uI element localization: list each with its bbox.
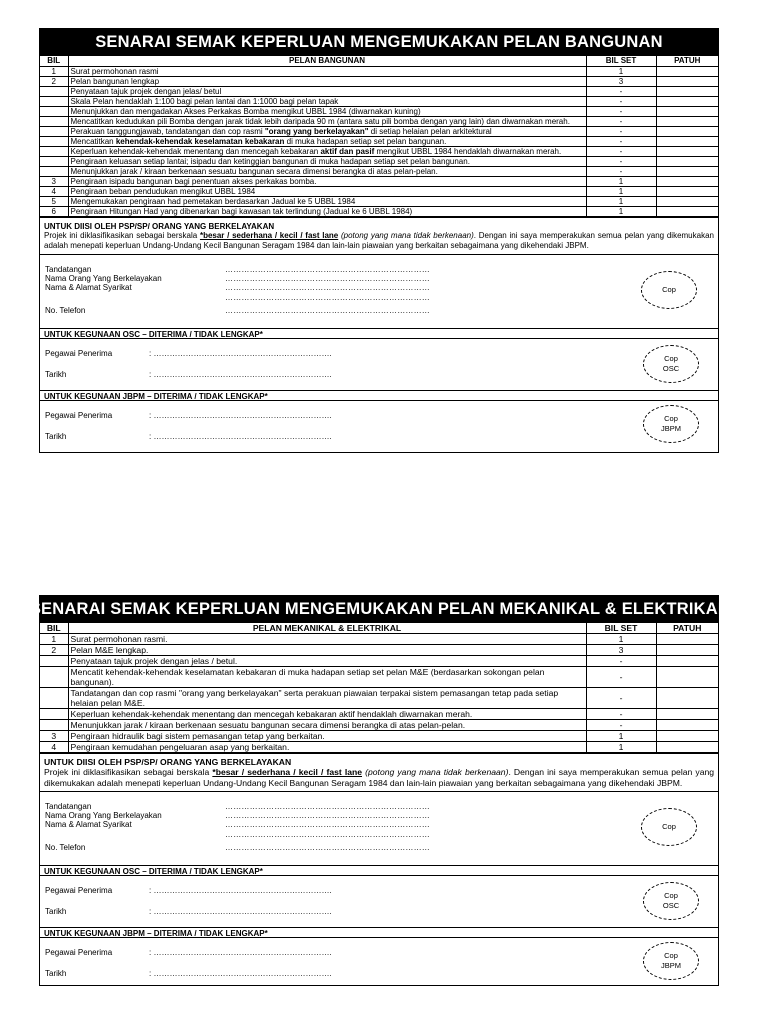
- row-number: [40, 126, 68, 136]
- row-number: 6: [40, 206, 68, 216]
- checklist-form-building-plan: [39, 28, 719, 453]
- jbpm-stamp-placeholder: [643, 942, 699, 980]
- row-requirement: [68, 146, 586, 156]
- row-bil-set: 1: [586, 731, 656, 742]
- row-requirement: Menunjukkan jarak / kiraan berkenaan sesuatu bangunan secara dimensi berangka di atas pelan-pelan.: [68, 720, 586, 731]
- row-number: [40, 136, 68, 146]
- jbpm-officer-label: Pegawai Penerima: [45, 948, 113, 957]
- declaration-text: [44, 767, 714, 788]
- phone-label: No. Telefon: [45, 305, 86, 315]
- row-requirement: Surat permohonan rasmi: [68, 66, 586, 76]
- declaration-pre: Projek ini diklasifikasikan sebagai berskala: [44, 767, 213, 777]
- table-row: [40, 742, 718, 753]
- jbpm-stamp-line1: Cop: [664, 413, 678, 423]
- requirement-emphasis: "orang yang berkelayakan": [264, 126, 369, 136]
- row-number: [40, 116, 68, 126]
- row-patuh-checkbox[interactable]: [656, 186, 718, 196]
- form-body: [39, 623, 719, 986]
- row-bil-set: -: [586, 720, 656, 731]
- table-header-row: [40, 56, 718, 66]
- requirement-text: Mencatitkan: [70, 136, 116, 146]
- osc-date-field[interactable]: : ………………………………………………………….: [149, 907, 332, 916]
- osc-stamp-line1: Cop: [664, 353, 678, 363]
- company-label: Nama & Alamat Syarikat: [45, 820, 132, 829]
- checklist-table: [40, 623, 718, 753]
- row-patuh-checkbox[interactable]: [656, 742, 718, 753]
- osc-stamp-line1: Cop: [664, 891, 678, 900]
- row-requirement: Pengiraan beban pendudukan mengikut UBBL 1984: [68, 186, 586, 196]
- column-header-bil-set: BIL SET: [586, 623, 656, 634]
- table-row: [40, 645, 718, 656]
- checklist-table: [40, 56, 718, 217]
- phone-field[interactable]: …………………………………………………………………: [225, 305, 430, 315]
- row-bil-set: 1: [586, 66, 656, 76]
- row-number: [40, 709, 68, 720]
- row-requirement: Penyataan tajuk projek dengan jelas / betul.: [68, 656, 586, 667]
- row-patuh-checkbox[interactable]: [656, 96, 718, 106]
- requirement-text: di setiap helaian pelan arkitektural: [368, 126, 492, 136]
- declaration-section: [40, 217, 718, 254]
- table-row: [40, 116, 718, 126]
- table-row: [40, 126, 718, 136]
- row-patuh-checkbox[interactable]: [656, 667, 718, 688]
- row-patuh-checkbox[interactable]: [656, 634, 718, 645]
- form-title: SENARAI SEMAK KEPERLUAN MENGEMUKAKAN PELAN MEKANIKAL & ELEKTRIKAL: [39, 595, 719, 623]
- row-patuh-checkbox[interactable]: [656, 731, 718, 742]
- declaration-pre: Projek ini diklasifikasikan sebagai berskala: [44, 230, 200, 240]
- company-field[interactable]: …………………………………………………………………: [225, 820, 430, 829]
- osc-stamp-line2: OSC: [662, 901, 680, 910]
- jbpm-stamp-line1: Cop: [664, 951, 678, 960]
- row-requirement: Mencatit kehendak-kehendak keselamatan kebakaran di muka hadapan setiap set pelan M&E (berdasarkan sokongan pelan bangunan).: [68, 667, 586, 688]
- row-number: 5: [40, 196, 68, 206]
- table-row: [40, 688, 718, 709]
- table-row: [40, 86, 718, 96]
- declaration-note: (potong yang mana tidak berkenaan): [340, 230, 474, 240]
- table-row: [40, 656, 718, 667]
- row-bil-set: -: [586, 656, 656, 667]
- row-requirement: Mencatitkan kedudukan pili Bomba dengan jarak tidak lebih daripada 90 m (antara satu pili bomba dengan yang lain) dan diwarnakan merah.: [68, 116, 586, 126]
- row-bil-set: -: [586, 688, 656, 709]
- row-requirement: [68, 126, 586, 136]
- row-patuh-checkbox[interactable]: [656, 709, 718, 720]
- jbpm-stamp-line2: JBPM: [660, 423, 681, 433]
- osc-date-label: Tarikh: [45, 907, 67, 916]
- row-bil-set: -: [586, 126, 656, 136]
- row-bil-set: 1: [586, 634, 656, 645]
- row-number: 2: [40, 76, 68, 86]
- declaration-section: [40, 753, 718, 791]
- jbpm-officer-field[interactable]: : ………………………………………………………….: [149, 948, 332, 957]
- table-row: [40, 731, 718, 742]
- row-requirement: Surat permohonan rasmi.: [68, 634, 586, 645]
- table-row: [40, 136, 718, 146]
- osc-officer-label: Pegawai Penerima: [45, 886, 113, 895]
- row-bil-set: -: [586, 146, 656, 156]
- column-header-item: PELAN BANGUNAN: [68, 56, 586, 66]
- row-bil-set: 1: [586, 206, 656, 216]
- row-patuh-checkbox[interactable]: [656, 688, 718, 709]
- osc-stamp-line2: OSC: [662, 363, 680, 373]
- company-field-2[interactable]: …………………………………………………………………: [225, 292, 430, 302]
- osc-officer-label: Pegawai Penerima: [45, 348, 113, 358]
- table-row: [40, 76, 718, 86]
- row-number: [40, 86, 68, 96]
- table-row: [40, 66, 718, 76]
- requirement-text: Perakuan tanggungjawab, tandatangan dan cop rasmi: [70, 126, 265, 136]
- row-number: [40, 667, 68, 688]
- row-number: 2: [40, 645, 68, 656]
- row-patuh-checkbox[interactable]: [656, 645, 718, 656]
- row-requirement: Penyataan tajuk projek dengan jelas/ betul: [68, 86, 586, 96]
- row-bil-set: -: [586, 667, 656, 688]
- row-bil-set: 1: [586, 186, 656, 196]
- osc-section: [40, 865, 718, 927]
- table-row: [40, 634, 718, 645]
- table-row: [40, 166, 718, 176]
- declaration-heading: UNTUK DIISI OLEH PSP/SP/ ORANG YANG BERKELAYAKAN: [44, 757, 292, 767]
- column-header-patuh: PATUH: [656, 623, 718, 634]
- row-number: 4: [40, 186, 68, 196]
- jbpm-heading: UNTUK KEGUNAAN JBPM – DITERIMA / TIDAK LENGKAP*: [40, 928, 718, 938]
- signature-field[interactable]: …………………………………………………………………: [225, 802, 430, 811]
- row-patuh-checkbox[interactable]: [656, 136, 718, 146]
- requirement-text: Keperluan kehendak-kehendak menentang dan mencegah kebakaran: [70, 146, 321, 156]
- phone-field[interactable]: …………………………………………………………………: [225, 843, 430, 852]
- form-title: SENARAI SEMAK KEPERLUAN MENGEMUKAKAN PELAN BANGUNAN: [39, 28, 719, 56]
- column-header-item: PELAN MEKANIKAL & ELEKTRIKAL: [68, 623, 586, 634]
- row-bil-set: -: [586, 166, 656, 176]
- row-number: [40, 720, 68, 731]
- row-requirement: Tandatangan dan cop rasmi "orang yang berkelayakan" serta perakuan piawaian terpakai sistem pemasangan tetap pada setiap helaian pelan M&E.: [68, 688, 586, 709]
- row-patuh-checkbox[interactable]: [656, 176, 718, 186]
- row-number: [40, 656, 68, 667]
- row-number: 4: [40, 742, 68, 753]
- requirement-emphasis: kehendak-kehendak keselamatan kebakaran: [115, 136, 285, 146]
- table-row: [40, 206, 718, 216]
- row-bil-set: -: [586, 709, 656, 720]
- row-requirement: Pengiraan keluasan setiap lantai; isipadu dan ketinggian bangunan di muka hadapan setiap set pelan bangunan.: [68, 156, 586, 166]
- declaration-text: [44, 231, 714, 251]
- osc-heading: UNTUK KEGUNAAN OSC – DITERIMA / TIDAK LENGKAP*: [40, 329, 718, 339]
- checklist-rows: [40, 66, 718, 216]
- column-header-bil: BIL: [40, 56, 68, 66]
- osc-officer-field[interactable]: : ………………………………………………………….: [149, 348, 332, 358]
- checklist-form-mechanical-electrical: [29, 595, 729, 986]
- jbpm-section: [40, 927, 718, 985]
- row-requirement: Keperluan kehendak-kehendak menentang dan mencegah kebakaran aktif hendaklah diwarnakan merah.: [68, 709, 586, 720]
- row-bil-set: -: [586, 156, 656, 166]
- stamp-placeholder: [641, 808, 697, 846]
- row-number: [40, 146, 68, 156]
- jbpm-date-label: Tarikh: [45, 431, 67, 441]
- row-requirement: Menunjukkan jarak / kiraan berkenaan sesuatu bangunan secara dimensi berangka di atas pelan-pelan.: [68, 166, 586, 176]
- declaration-post: . Dengan ini saya memperakukan semua pelan yang dikemukakan adalah menepati keperluan Undang-Undang Kecil Bangunan Seragam 1984 dan lain-lain piawaian yang berkaitan sebagaimana yang dikehendaki JBPM.: [44, 230, 714, 250]
- row-requirement: [68, 136, 586, 146]
- name-label: Nama Orang Yang Berkelayakan: [45, 273, 162, 283]
- row-number: [40, 688, 68, 709]
- table-row: [40, 156, 718, 166]
- row-patuh-checkbox[interactable]: [656, 126, 718, 136]
- row-number: 1: [40, 634, 68, 645]
- signature-section: [40, 254, 718, 328]
- requirement-text: mengikut UBBL 1984 hendaklah diwarnakan merah.: [374, 146, 562, 156]
- row-bil-set: -: [586, 96, 656, 106]
- row-requirement: Menunjukkan dan mengadakan Akses Perkakas Bomba mengikut UBBL 1984 (diwarnakan kuning): [68, 106, 586, 116]
- column-header-patuh: PATUH: [656, 56, 718, 66]
- row-bil-set: 3: [586, 645, 656, 656]
- declaration-heading: UNTUK DIISI OLEH PSP/SP/ ORANG YANG BERKELAYAKAN: [44, 221, 275, 231]
- company-label: Nama & Alamat Syarikat: [45, 282, 132, 292]
- row-patuh-checkbox[interactable]: [656, 86, 718, 96]
- row-number: [40, 156, 68, 166]
- declaration-note: (potong yang mana tidak berkenaan): [365, 767, 509, 777]
- row-number: 3: [40, 731, 68, 742]
- jbpm-date-field[interactable]: : ………………………………………………………….: [149, 969, 332, 978]
- table-row: [40, 176, 718, 186]
- row-bil-set: 3: [586, 76, 656, 86]
- row-requirement: Pengiraan isipadu bangunan bagi penentuan akses perkakas bomba.: [68, 176, 586, 186]
- stamp-label: Cop: [662, 822, 676, 831]
- row-patuh-checkbox[interactable]: [656, 146, 718, 156]
- row-bil-set: 1: [586, 196, 656, 206]
- row-bil-set: 1: [586, 742, 656, 753]
- table-row: [40, 106, 718, 116]
- table-row: [40, 709, 718, 720]
- row-patuh-checkbox[interactable]: [656, 106, 718, 116]
- table-header-row: [40, 623, 718, 634]
- jbpm-heading: UNTUK KEGUNAAN JBPM – DITERIMA / TIDAK LENGKAP*: [40, 391, 718, 401]
- row-patuh-checkbox[interactable]: [656, 166, 718, 176]
- osc-date-field[interactable]: : ………………………………………………………….: [149, 369, 332, 379]
- osc-heading: UNTUK KEGUNAAN OSC – DITERIMA / TIDAK LENGKAP*: [40, 866, 718, 876]
- name-label: Nama Orang Yang Berkelayakan: [45, 811, 162, 820]
- jbpm-date-field[interactable]: : ………………………………………………………….: [149, 431, 332, 441]
- row-requirement: Skala Pelan hendaklah 1:100 bagi pelan lantai dan 1:1000 bagi pelan tapak: [68, 96, 586, 106]
- table-row: [40, 96, 718, 106]
- row-requirement: Pengiraan hidraulik bagi sistem pemasangan tetap yang berkaitan.: [68, 731, 586, 742]
- row-bil-set: -: [586, 106, 656, 116]
- row-bil-set: -: [586, 136, 656, 146]
- row-requirement: Mengemukakan pengiraan had pemetakan berdasarkan Jadual ke 5 UBBL 1984: [68, 196, 586, 206]
- table-row: [40, 667, 718, 688]
- company-field[interactable]: …………………………………………………………………: [225, 282, 430, 292]
- column-header-bil: BIL: [40, 623, 68, 634]
- company-field-2[interactable]: …………………………………………………………………: [225, 830, 430, 839]
- scale-options: *besar / sederhana / kecil / fast lane: [199, 230, 339, 240]
- row-number: 1: [40, 66, 68, 76]
- stamp-label: Cop: [662, 284, 676, 294]
- row-number: [40, 166, 68, 176]
- table-row: [40, 720, 718, 731]
- jbpm-stamp-placeholder: [643, 405, 699, 443]
- table-row: [40, 196, 718, 206]
- signature-label: Tandatangan: [45, 264, 92, 274]
- row-requirement: Pelan bangunan lengkap: [68, 76, 586, 86]
- checklist-rows: [40, 634, 718, 753]
- stamp-placeholder: [641, 271, 697, 309]
- jbpm-date-label: Tarikh: [45, 969, 67, 978]
- jbpm-stamp-line2: JBPM: [660, 961, 681, 970]
- jbpm-officer-field[interactable]: : ………………………………………………………….: [149, 410, 332, 420]
- jbpm-section: [40, 390, 718, 452]
- osc-officer-field[interactable]: : ………………………………………………………….: [149, 886, 332, 895]
- scale-options: *besar / sederhana / kecil / fast lane: [212, 767, 363, 777]
- osc-stamp-placeholder: [643, 882, 699, 920]
- table-row: [40, 186, 718, 196]
- row-bil-set: -: [586, 116, 656, 126]
- row-patuh-checkbox[interactable]: [656, 76, 718, 86]
- name-field[interactable]: …………………………………………………………………: [225, 811, 430, 820]
- row-bil-set: 1: [586, 176, 656, 186]
- name-field[interactable]: …………………………………………………………………: [225, 273, 430, 283]
- row-patuh-checkbox[interactable]: [656, 196, 718, 206]
- row-patuh-checkbox[interactable]: [656, 720, 718, 731]
- signature-section: [40, 791, 718, 865]
- osc-stamp-placeholder: [643, 345, 699, 383]
- row-patuh-checkbox[interactable]: [656, 156, 718, 166]
- signature-label: Tandatangan: [45, 802, 92, 811]
- row-patuh-checkbox[interactable]: [656, 116, 718, 126]
- form-body: [39, 56, 719, 453]
- row-number: [40, 106, 68, 116]
- column-header-bil-set: BIL SET: [586, 56, 656, 66]
- row-patuh-checkbox[interactable]: [656, 66, 718, 76]
- row-number: 3: [40, 176, 68, 186]
- row-patuh-checkbox[interactable]: [656, 656, 718, 667]
- row-requirement: Pengiraan kemudahan pengeluaran asap yang berkaitan.: [68, 742, 586, 753]
- row-bil-set: -: [586, 86, 656, 96]
- table-row: [40, 146, 718, 156]
- row-patuh-checkbox[interactable]: [656, 206, 718, 216]
- signature-field[interactable]: …………………………………………………………………: [225, 264, 430, 274]
- osc-section: [40, 328, 718, 390]
- phone-label: No. Telefon: [45, 843, 86, 852]
- jbpm-officer-label: Pegawai Penerima: [45, 410, 113, 420]
- declaration-post: . Dengan ini saya memperakukan semua pelan yang dikemukakan adalah menepati keperluan Undang-Undang Kecil Bangunan Seragam 1984 dan lain-lain piawaian yang berkaitan sebagaimana yang dikehendaki JBPM.: [44, 767, 715, 788]
- row-requirement: Pelan M&E lengkap.: [68, 645, 586, 656]
- requirement-emphasis: aktif dan pasif: [320, 146, 375, 156]
- row-requirement: Pengiraan Hitungan Had yang dibenarkan bagi kawasan tak terlindung (Jadual ke 6 UBBL 1984): [68, 206, 586, 216]
- osc-date-label: Tarikh: [45, 369, 67, 379]
- row-number: [40, 96, 68, 106]
- requirement-text: di muka hadapan setiap set pelan bangunan.: [284, 136, 447, 146]
